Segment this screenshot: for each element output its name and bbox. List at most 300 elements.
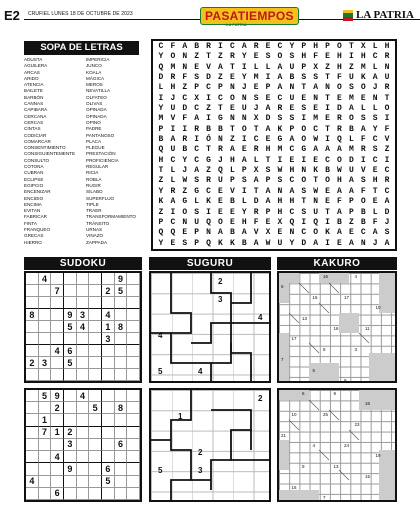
sudoku-cell (77, 414, 90, 426)
grid-letter: W (337, 166, 342, 176)
grid-letter: F (360, 135, 366, 145)
grid-letter: B (337, 217, 342, 227)
grid-letter: S (360, 176, 366, 186)
kakuro-clue: 11 (365, 326, 370, 331)
grid-letter: C (313, 124, 319, 134)
word-list-item: ARCAS (24, 69, 40, 75)
grid-letter: A (360, 124, 366, 134)
sudoku-cell (77, 402, 90, 414)
word-list-item: IMPERICIA (86, 57, 110, 62)
word-list-item: ENCIMA (24, 201, 42, 207)
sudoku-cell (26, 369, 39, 381)
grid-letter: P (265, 207, 271, 217)
grid-letter: S (194, 73, 200, 83)
grid-letter: A (277, 62, 283, 72)
sudoku-cell (64, 297, 77, 309)
grid-letter: L (158, 83, 164, 93)
sudoku-cell (64, 476, 77, 488)
grid-letter: L (253, 155, 259, 165)
sudoku-cell (102, 369, 115, 381)
sudoku-cell (102, 451, 115, 463)
grid-letter: E (229, 207, 235, 217)
grid-letter: F (182, 114, 188, 124)
grid-letter: F (384, 124, 390, 134)
grid-letter: S (360, 114, 366, 124)
grid-letter: E (170, 238, 176, 248)
grid-letter: I (301, 114, 307, 124)
sudoku-cell (89, 488, 102, 500)
sudoku-cell (39, 402, 52, 414)
word-list-item: CUBRAN (24, 170, 44, 176)
grid-letter: G (182, 197, 188, 207)
sudoku-cell: 1 (51, 427, 64, 439)
grid-letter: L (372, 104, 378, 114)
grid-letter: S (301, 104, 307, 114)
sudoku-title: SUDOKU (24, 257, 142, 270)
grid-letter: T (206, 52, 211, 62)
grid-letter: T (229, 62, 235, 72)
grid-letter: I (182, 124, 188, 134)
grid-letter: V (384, 135, 390, 145)
grid-letter: X (265, 228, 271, 238)
sudoku-cell (89, 345, 102, 357)
grid-letter: C (194, 155, 200, 165)
grid-letter: O (360, 83, 366, 93)
grid-letter: T (206, 145, 211, 155)
sudoku-cell (115, 297, 128, 309)
grid-letter: P (325, 42, 330, 51)
grid-letter: R (384, 52, 390, 62)
grid-letter: I (206, 114, 211, 124)
grid-letter: R (253, 207, 259, 217)
sudoku-cell: 8 (26, 309, 39, 321)
sudoku-cell (64, 273, 77, 285)
grid-letter: A (241, 42, 247, 51)
sudoku-cell (39, 488, 52, 500)
sudoku-cell: 3 (102, 333, 115, 345)
grid-letter: A (253, 176, 259, 186)
grid-letter: H (384, 42, 390, 51)
grid-letter: S (265, 52, 271, 62)
grid-letter: Z (206, 104, 211, 114)
sudoku-cell (89, 414, 102, 426)
sudoku-cell: 4 (51, 451, 64, 463)
grid-letter: S (384, 228, 390, 238)
sudoku-cell (89, 439, 102, 451)
grid-letter: E (289, 104, 295, 114)
grid-letter: E (253, 52, 259, 62)
word-list-item: TRÁNSITO (86, 220, 110, 226)
grid-letter: T (218, 104, 223, 114)
grid-letter: E (218, 197, 223, 207)
word-list-item: URNAS (86, 227, 103, 233)
sudoku-cell (127, 333, 140, 345)
grid-letter: L (170, 176, 176, 186)
grid-letter: P (289, 124, 295, 134)
grid-letter: E (218, 186, 223, 196)
sudoku-cell (102, 488, 115, 500)
sudoku-cell (26, 297, 39, 309)
sudoku-cell (26, 439, 39, 451)
sudoku-cell (51, 309, 64, 321)
grid-letter: E (325, 186, 330, 196)
grid-letter: D (301, 238, 307, 248)
grid-letter: A (384, 238, 390, 248)
grid-letter: N (313, 197, 319, 207)
sudoku-cell (89, 333, 102, 345)
suguru-given: 4 (198, 367, 203, 376)
grid-letter: J (384, 217, 390, 227)
grid-letter: R (360, 145, 366, 155)
sudoku-cell (115, 333, 128, 345)
grid-letter: U (241, 104, 247, 114)
grid-letter: S (277, 114, 283, 124)
grid-letter: M (348, 93, 354, 103)
sudoku-cell: 3 (64, 439, 77, 451)
grid-letter: E (182, 228, 188, 238)
grid-letter: B (229, 228, 235, 238)
sudoku-cell (39, 439, 52, 451)
grid-letter: A (253, 238, 259, 248)
grid-letter: O (313, 228, 319, 238)
sudoku-cell (89, 321, 102, 333)
grid-letter: D (265, 114, 271, 124)
grid-letter: C (229, 42, 235, 51)
sudoku-cell: 3 (77, 309, 90, 321)
grid-letter: E (325, 114, 330, 124)
grid-letter: E (265, 135, 271, 145)
grid-letter: Z (194, 52, 200, 62)
sudoku-cell: 4 (51, 345, 64, 357)
grid-letter: I (348, 52, 354, 62)
word-list-item: PLEGUE (86, 145, 105, 151)
word-list-item: PANTANOSO (86, 132, 115, 138)
sudoku-cell: 4 (39, 273, 52, 285)
grid-letter: S (313, 73, 319, 83)
grid-letter: N (241, 93, 247, 103)
sudoku-cell (77, 476, 90, 488)
kakuro-clue: 15 (312, 294, 318, 300)
word-list-item: CAPIBARA (24, 107, 48, 113)
grid-letter: L (372, 207, 378, 217)
grid-letter: C (301, 228, 307, 238)
sudoku-cell (51, 369, 64, 381)
grid-letter: E (265, 93, 271, 103)
sudoku-cell (89, 369, 102, 381)
kakuro-clue: 23 (354, 422, 360, 428)
grid-letter: B (194, 42, 200, 51)
grid-letter: L (360, 104, 366, 114)
word-list-col1 (24, 57, 86, 246)
grid-letter: S (277, 176, 283, 186)
grid-letter: Y (241, 207, 247, 217)
sudoku-cell (127, 369, 140, 381)
grid-letter: U (289, 62, 295, 72)
word-list-item: GRECAS (24, 233, 44, 239)
suguru-given: 5 (158, 466, 163, 475)
word-list-item: ROBLA (86, 176, 102, 182)
grid-letter: P (348, 197, 354, 207)
word-list-item: ECLIPSE (24, 176, 44, 182)
kakuro-clue: 8 (323, 346, 326, 352)
grid-letter: A (218, 228, 223, 238)
sudoku-cell (64, 414, 77, 426)
grid-letter: A (265, 186, 271, 196)
grid-letter: R (253, 42, 259, 51)
grid-letter: S (289, 52, 295, 62)
grid-letter: Y (158, 238, 164, 248)
grid-letter: Y (289, 238, 295, 248)
sudoku-cell: 1 (39, 414, 52, 426)
grid-letter: P (301, 42, 307, 51)
grid-letter: I (158, 93, 164, 103)
grid-letter: M (360, 62, 366, 72)
grid-letter: A (241, 228, 247, 238)
grid-letter: O (182, 207, 188, 217)
grid-letter: G (301, 145, 307, 155)
grid-letter: B (325, 166, 330, 176)
grid-letter: H (337, 62, 342, 72)
sudoku-cell (115, 476, 128, 488)
grid-letter: K (325, 228, 330, 238)
grid-letter: J (182, 166, 188, 176)
grid-letter: A (372, 73, 378, 83)
grid-letter: V (360, 166, 366, 176)
sudoku-cell (127, 357, 140, 369)
grid-letter: M (348, 145, 354, 155)
grid-letter: Q (158, 62, 164, 72)
grid-letter: E (325, 52, 330, 62)
grid-letter: R (277, 104, 283, 114)
grid-letter: A (289, 186, 295, 196)
sudoku-cell (39, 369, 52, 381)
grid-letter: M (313, 114, 319, 124)
grid-letter: R (229, 52, 235, 62)
grid-letter: H (313, 42, 319, 51)
sudoku-cell (115, 345, 128, 357)
sudoku-cell (39, 309, 52, 321)
sudoku-cell: 5 (115, 285, 128, 297)
sudoku-cell (26, 451, 39, 463)
word-list-item: EGIPCIO (24, 182, 44, 188)
word-list-item: EVITAN (24, 208, 41, 214)
grid-letter: O (218, 217, 223, 227)
grid-letter: U (277, 238, 283, 248)
grid-letter: L (229, 166, 235, 176)
sudoku-cell (64, 451, 77, 463)
grid-letter: A (348, 104, 354, 114)
grid-letter: C (289, 176, 295, 186)
grid-letter: C (372, 155, 378, 165)
grid-letter: Y (372, 124, 378, 134)
grid-letter: S (301, 186, 307, 196)
grid-letter: C (277, 93, 283, 103)
sudoku-cell (26, 345, 39, 357)
grid-letter: A (348, 238, 354, 248)
sudoku-cell (127, 427, 140, 439)
grid-letter: L (265, 62, 271, 72)
sudoku-cell (102, 427, 115, 439)
grid-letter: E (313, 155, 319, 165)
sudoku-cell (39, 333, 52, 345)
grid-letter: W (313, 186, 319, 196)
grid-letter: B (218, 124, 223, 134)
grid-letter: X (313, 62, 319, 72)
grid-letter: P (194, 83, 200, 93)
sudoku-cell (127, 463, 140, 475)
word-list-item: AGUILERA (24, 63, 48, 69)
grid-letter: Y (182, 155, 188, 165)
grid-letter: R (206, 176, 211, 186)
grid-letter: B (158, 135, 164, 145)
grid-letter: A (313, 145, 319, 155)
grid-letter: C (170, 217, 176, 227)
kakuro-clue: 16 (365, 401, 371, 407)
grid-letter: R (384, 83, 390, 93)
sudoku-cell (102, 390, 115, 402)
grid-letter: M (277, 145, 283, 155)
grid-letter: J (372, 83, 378, 93)
sudoku-cell: 5 (39, 390, 52, 402)
grid-letter: T (325, 207, 330, 217)
grid-letter: A (229, 145, 235, 155)
sudoku-cell (77, 297, 90, 309)
sudoku-cell (115, 427, 128, 439)
brand-name: LA PATRIA (356, 9, 414, 21)
grid-letter: A (372, 228, 378, 238)
grid-letter: A (182, 42, 188, 51)
word-list-item: MEROS (86, 82, 103, 88)
grid-letter: I (241, 135, 247, 145)
grid-letter: F (182, 73, 188, 83)
grid-letter: A (384, 197, 390, 207)
grid-letter: L (372, 42, 378, 51)
word-list-item: FINTA (24, 220, 37, 226)
grid-letter: N (360, 238, 366, 248)
word-list-item: OLFATEO (86, 94, 107, 100)
sudoku-cell: 8 (115, 321, 128, 333)
logo-text: PASATIEMPOS (200, 7, 299, 25)
grid-letter: C (325, 155, 330, 165)
grid-letter: N (182, 62, 188, 72)
suguru-grid-1 (149, 271, 271, 383)
grid-letter: X (277, 217, 283, 227)
grid-letter: R (337, 114, 342, 124)
grid-letter: R (218, 145, 223, 155)
sudoku-cell: 2 (102, 285, 115, 297)
grid-letter: N (206, 228, 211, 238)
grid-letter: E (301, 93, 307, 103)
grid-letter: C (194, 145, 200, 155)
grid-letter: C (218, 93, 223, 103)
grid-letter: G (206, 155, 211, 165)
sudoku-cell (89, 297, 102, 309)
grid-letter: F (360, 186, 366, 196)
grid-letter: Z (348, 217, 354, 227)
grid-letter: H (337, 176, 342, 186)
sudoku-cell (26, 414, 39, 426)
grid-letter: O (360, 197, 366, 207)
grid-letter: O (337, 155, 342, 165)
kakuro-clue: 6 (302, 391, 305, 396)
word-list-item: ENCENIZAR (24, 189, 51, 195)
grid-letter: T (372, 186, 378, 196)
grid-letter: A (348, 186, 354, 196)
grid-letter: C (194, 104, 200, 114)
sudoku-cell: 2 (26, 357, 39, 369)
sudoku-cell (77, 463, 90, 475)
grid-letter: Ó (206, 135, 211, 145)
grid-letter: G (194, 186, 200, 196)
grid-letter: B (360, 217, 366, 227)
sudoku-cell (39, 463, 52, 475)
sudoku-cell (39, 345, 52, 357)
grid-letter: I (218, 42, 223, 51)
word-list-item: REGULAR (86, 164, 109, 170)
grid-letter: Z (218, 52, 223, 62)
grid-letter: J (372, 238, 378, 248)
grid-letter: J (241, 83, 247, 93)
grid-letter: O (301, 124, 307, 134)
grid-letter: W (265, 238, 271, 248)
sudoku-cell (102, 414, 115, 426)
sudoku-cell (102, 357, 115, 369)
kakuro-clue: 7 (281, 357, 284, 363)
grid-letter: A (337, 207, 342, 217)
grid-letter: P (218, 83, 223, 93)
sudoku-cell (26, 427, 39, 439)
grid-letter: I (384, 155, 390, 165)
grid-letter: S (301, 207, 307, 217)
grid-letter: N (241, 114, 247, 124)
grid-letter: C (372, 135, 378, 145)
sudoku-cell (89, 390, 102, 402)
grid-letter: K (360, 73, 366, 83)
grid-letter: A (170, 197, 176, 207)
grid-letter: U (218, 176, 223, 186)
grid-letter: F (313, 52, 319, 62)
grid-letter: C (360, 228, 366, 238)
grid-letter: C (384, 166, 390, 176)
sudoku-cell: 5 (102, 476, 115, 488)
word-list-item: CODICIAR (24, 132, 47, 138)
grid-letter: I (241, 62, 247, 72)
grid-letter: Q (170, 228, 176, 238)
sudoku-cell: 9 (64, 309, 77, 321)
grid-letter: E (265, 42, 271, 51)
word-list-item: ADUSTA (24, 57, 43, 62)
grid-letter: C (158, 42, 164, 51)
sudoku-cell: 9 (51, 390, 64, 402)
sudoku-cell (115, 357, 128, 369)
grid-letter: P (194, 238, 200, 248)
word-list-item: PRESTACIÓN (86, 151, 116, 157)
word-list-item: MÁGICA (86, 75, 105, 81)
grid-letter: U (289, 93, 295, 103)
sudoku-cell (64, 402, 77, 414)
grid-letter: R (253, 145, 259, 155)
grid-letter: T (265, 155, 271, 165)
grid-letter: S (182, 238, 188, 248)
word-list-item: FABRICAR (24, 214, 47, 220)
grid-letter: R (182, 135, 188, 145)
grid-letter: Q (218, 166, 223, 176)
grid-letter: D (337, 104, 342, 114)
grid-letter: U (170, 104, 176, 114)
word-list-item: CERCANA (24, 113, 47, 119)
grid-letter: Z (158, 207, 164, 217)
grid-letter: U (313, 207, 319, 217)
